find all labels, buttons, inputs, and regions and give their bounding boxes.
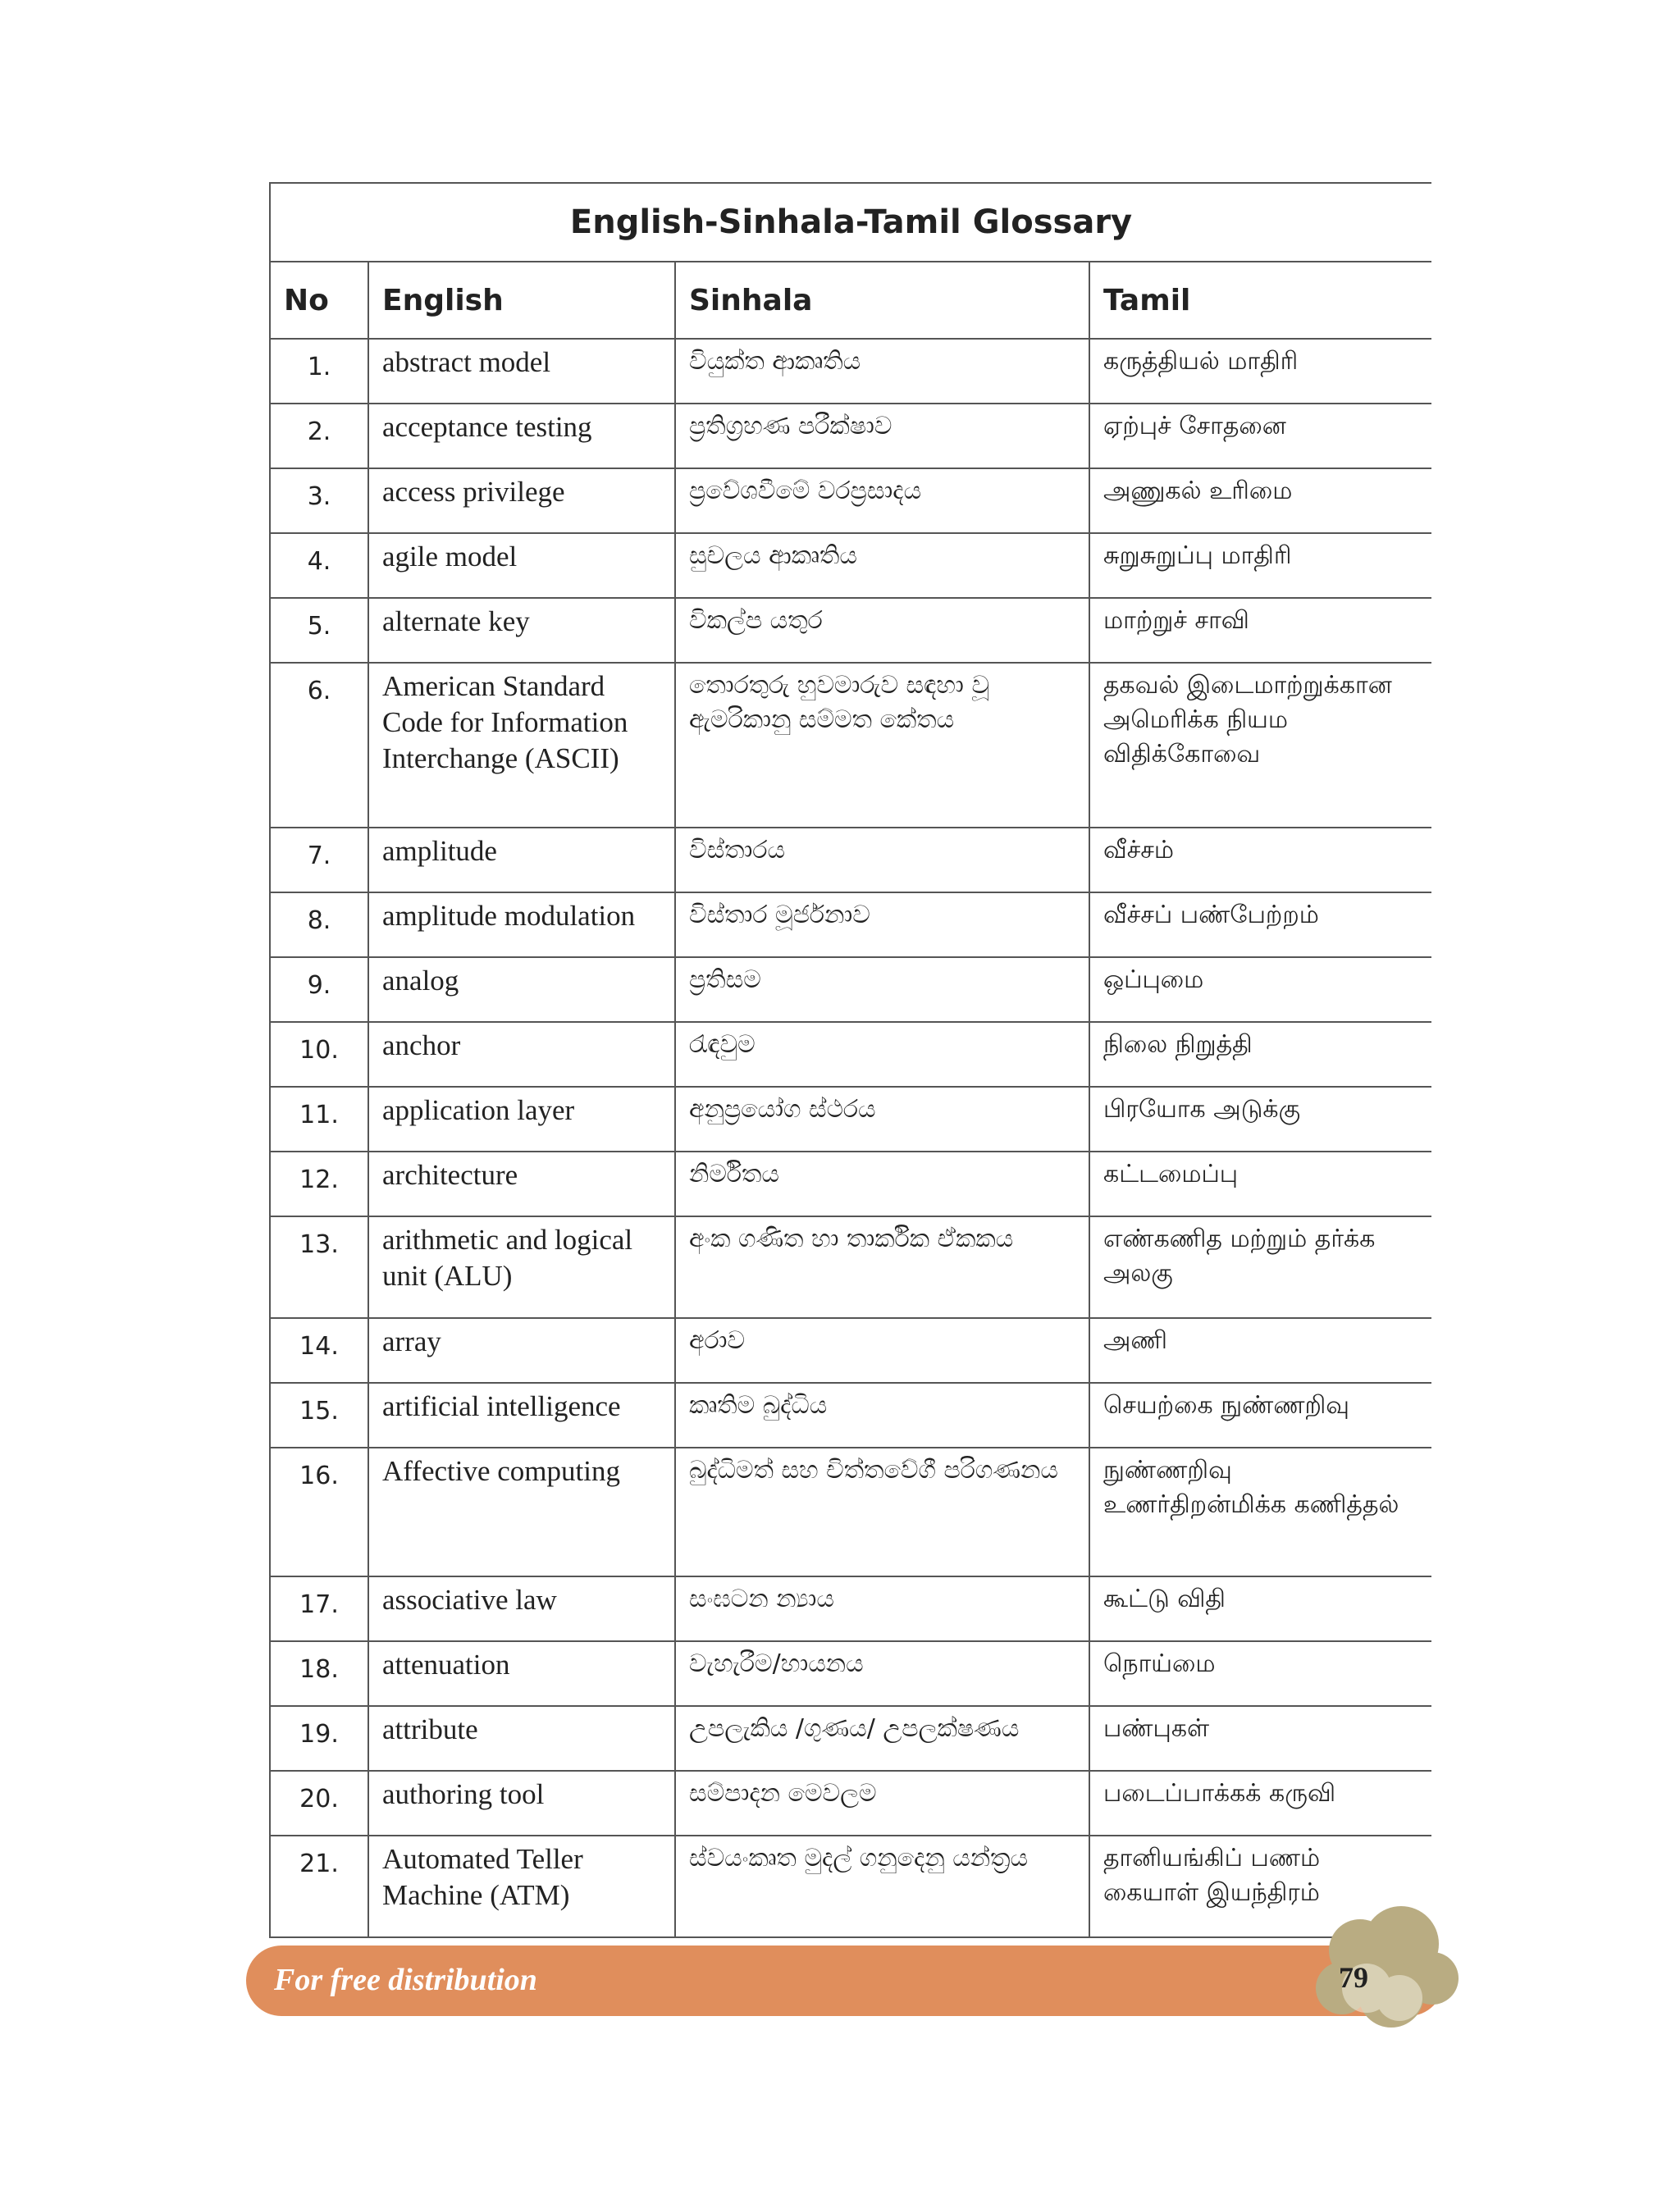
table-row: [270, 598, 1431, 663]
header-sinhala: Sinhala: [675, 262, 1089, 339]
tamil-term: கூட்டு விதி: [1089, 1576, 1431, 1641]
tamil-term: படைப்பாக்கக் கருவி: [1089, 1771, 1431, 1836]
row-number: 15.: [270, 1383, 368, 1448]
row-number: 19.: [270, 1706, 368, 1771]
sinhala-term: බුද්ධිමත් සහ චිත්තවේගී පරිගණනය: [675, 1448, 1089, 1576]
table-row: [270, 957, 1431, 1022]
table-row: [270, 533, 1431, 598]
english-term: agile model: [368, 533, 675, 598]
row-number: 5.: [270, 598, 368, 663]
tamil-term: நுண்ணறிவு உணர்திறன்மிக்க கணித்தல்: [1089, 1448, 1431, 1576]
tamil-term: கட்டமைப்பு: [1089, 1152, 1431, 1216]
english-term: attribute: [368, 1706, 675, 1771]
english-term: Affective computing: [368, 1448, 675, 1576]
sinhala-term: ප්‍රවේශවීමේ වරප්‍රසාදය: [675, 468, 1089, 533]
sinhala-term: විස්තාරය: [675, 828, 1089, 892]
sinhala-term: අරාව: [675, 1318, 1089, 1383]
sinhala-term: විස්තාර මූර්ජනාව: [675, 892, 1089, 957]
english-term: artificial intelligence: [368, 1383, 675, 1448]
tamil-term: தகவல் இடைமாற்றுக்கான அமெரிக்க நியம விதிக்கோவை: [1089, 663, 1431, 828]
table-row: [270, 1152, 1431, 1216]
row-number: 20.: [270, 1771, 368, 1836]
row-number: 7.: [270, 828, 368, 892]
tamil-term: எண்கணித மற்றும் தர்க்க அலகு: [1089, 1216, 1431, 1318]
table-row: [270, 1022, 1431, 1087]
tamil-term: வீச்சம்: [1089, 828, 1431, 892]
row-number: 17.: [270, 1576, 368, 1641]
table-row: [270, 339, 1431, 404]
tamil-term: நொய்மை: [1089, 1641, 1431, 1706]
english-term: authoring tool: [368, 1771, 675, 1836]
table-row: [270, 1087, 1431, 1152]
english-term: array: [368, 1318, 675, 1383]
english-term: abstract model: [368, 339, 675, 404]
sinhala-term: සුචලය ආකෘතිය: [675, 533, 1089, 598]
table-row: [270, 1771, 1431, 1836]
english-term: architecture: [368, 1152, 675, 1216]
row-number: 10.: [270, 1022, 368, 1087]
sinhala-term: වැහැරීම/හායනය: [675, 1641, 1089, 1706]
tamil-term: அணுகல் உரிமை: [1089, 468, 1431, 533]
sinhala-term: සංඝටන න්‍යාය: [675, 1576, 1089, 1641]
tamil-term: தானியங்கிப் பணம் கையாள் இயந்திரம்: [1089, 1836, 1431, 1937]
english-term: associative law: [368, 1576, 675, 1641]
english-term: amplitude: [368, 828, 675, 892]
row-number: 13.: [270, 1216, 368, 1318]
tamil-term: ஏற்புச் சோதனை: [1089, 404, 1431, 468]
table-row: [270, 404, 1431, 468]
row-number: 11.: [270, 1087, 368, 1152]
sinhala-term: අනුප්‍රයෝග ස්ථරය: [675, 1087, 1089, 1152]
tamil-term: சுறுசுறுப்பு மாதிரி: [1089, 533, 1431, 598]
table-row: [270, 1383, 1431, 1448]
tamil-term: மாற்றுச் சாவி: [1089, 598, 1431, 663]
sinhala-term: ස්වයංකෘත මුදල් ගනුදෙනු යන්ත්‍රය: [675, 1836, 1089, 1937]
glossary-table: [269, 182, 1431, 1938]
sinhala-term: විකල්ප යතුර: [675, 598, 1089, 663]
footer-text: For free distribution: [274, 1963, 537, 1997]
row-number: 14.: [270, 1318, 368, 1383]
english-term: analog: [368, 957, 675, 1022]
header-english: English: [368, 262, 675, 339]
table-row: [270, 892, 1431, 957]
table-row: [270, 1576, 1431, 1641]
row-number: 4.: [270, 533, 368, 598]
header-tamil: Tamil: [1089, 262, 1431, 339]
table-row: [270, 1448, 1431, 1576]
tamil-term: ஒப்புமை: [1089, 957, 1431, 1022]
english-term: Automated Teller Machine (ATM): [368, 1836, 675, 1937]
table-row: [270, 1836, 1431, 1937]
row-number: 3.: [270, 468, 368, 533]
sinhala-term: ප්‍රතිසම: [675, 957, 1089, 1022]
tamil-term: அணி: [1089, 1318, 1431, 1383]
sinhala-term: අංක ගණිත හා තාර්කික ඒකකය: [675, 1216, 1089, 1318]
table-row: [270, 828, 1431, 892]
sinhala-term: උපලැකිය /ගුණය/ උපලක්ෂණය: [675, 1706, 1089, 1771]
tamil-term: பிரயோக அடுக்கு: [1089, 1087, 1431, 1152]
tamil-term: வீச்சப் பண்பேற்றம்: [1089, 892, 1431, 957]
glossary-title: English-Sinhala-Tamil Glossary: [270, 183, 1431, 262]
row-number: 1.: [270, 339, 368, 404]
glossary-body: [270, 339, 1431, 1937]
english-term: access privilege: [368, 468, 675, 533]
row-number: 12.: [270, 1152, 368, 1216]
table-row: [270, 1318, 1431, 1383]
english-term: alternate key: [368, 598, 675, 663]
table-row: [270, 663, 1431, 828]
page-number: 79: [1339, 1961, 1368, 1994]
tamil-term: பண்புகள்: [1089, 1706, 1431, 1771]
english-term: attenuation: [368, 1641, 675, 1706]
row-number: 9.: [270, 957, 368, 1022]
sinhala-term: කෘතිම බුද්ධිය: [675, 1383, 1089, 1448]
row-number: 21.: [270, 1836, 368, 1937]
table-row: [270, 1706, 1431, 1771]
row-number: 8.: [270, 892, 368, 957]
sinhala-term: සම්පාදන මෙවලම: [675, 1771, 1089, 1836]
english-term: arithmetic and logical unit (ALU): [368, 1216, 675, 1318]
tamil-term: நிலை நிறுத்தி: [1089, 1022, 1431, 1087]
row-number: 18.: [270, 1641, 368, 1706]
table-row: [270, 1216, 1431, 1318]
english-term: amplitude modulation: [368, 892, 675, 957]
footer-bar: [246, 1946, 1444, 2016]
table-row: [270, 1641, 1431, 1706]
sinhala-term: ප්‍රතිග්‍රහණ පරීක්ෂාව: [675, 404, 1089, 468]
english-term: acceptance testing: [368, 404, 675, 468]
row-number: 2.: [270, 404, 368, 468]
tamil-term: செயற்கை நுண்ணறிவு: [1089, 1383, 1431, 1448]
sinhala-term: නිර්මිතය: [675, 1152, 1089, 1216]
row-number: 6.: [270, 663, 368, 828]
english-term: application layer: [368, 1087, 675, 1152]
english-term: American Standard Code for Information Interchange (ASCII): [368, 663, 675, 828]
row-number: 16.: [270, 1448, 368, 1576]
sinhala-term: රැඳවුම: [675, 1022, 1089, 1087]
sinhala-term: තොරතුරු හුවමාරුව සඳහා වූ ඇමරිකානු සම්මත කේතය: [675, 663, 1089, 828]
tamil-term: கருத்தியல் மாதிரி: [1089, 339, 1431, 404]
table-row: [270, 468, 1431, 533]
sinhala-term: වියුක්ත ආකෘතිය: [675, 339, 1089, 404]
header-no: No: [270, 262, 368, 339]
english-term: anchor: [368, 1022, 675, 1087]
